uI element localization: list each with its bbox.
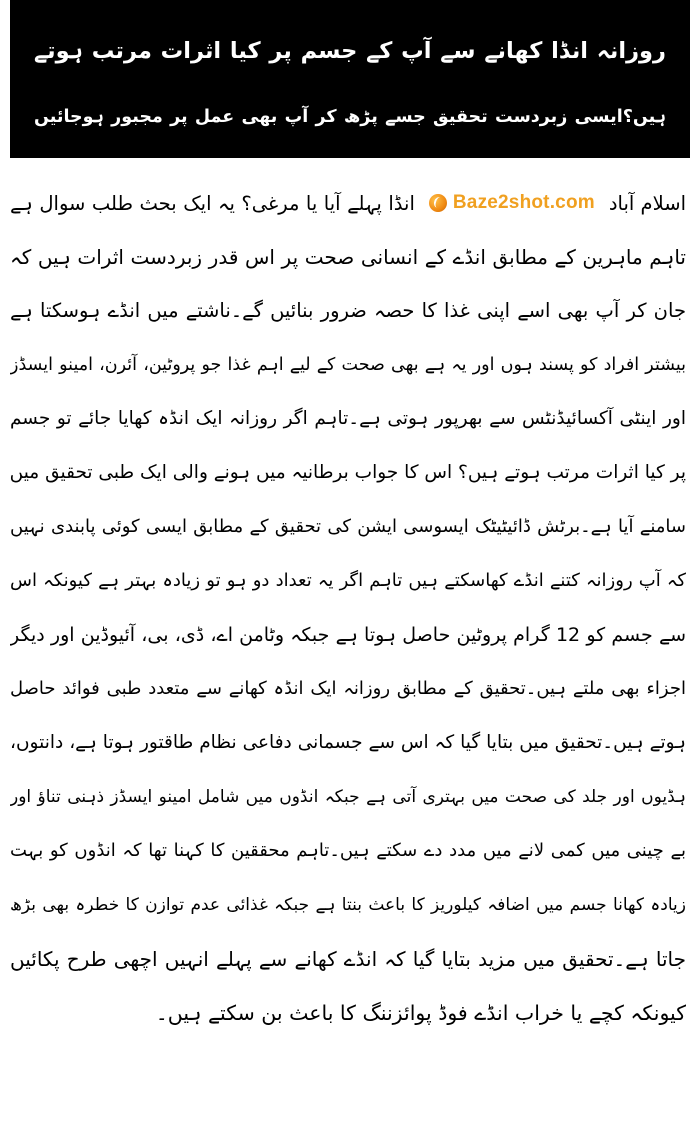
article-line: پر کیا اثرات مرتب ہوتے ہیں؟ اس کا جواب برطانیہ میں ہونے والی ایک طبی تحقیق میں: [10, 462, 686, 483]
article-line-last: کیونکہ کچے یا خراب انڈے فوڈ پوائزننگ کا باعث بن سکتے ہیں۔: [155, 1001, 686, 1025]
headline-line-1: روزانہ انڈا کھانے سے آپ کے جسم پر کیا اثرات مرتب ہوتے: [34, 38, 666, 64]
article-line: سے جسم کو 12 گرام پروٹین حاصل ہوتا ہے جبکہ وٹامن اے، ڈی، بی، آئیوڈین اور دیگر: [10, 624, 686, 646]
article-line: بیشتر افراد کو پسند ہوں اور یہ ہے بھی صحت کے لیے اہم غذا جو پروٹین، آئرن، امینو ایسڈز: [10, 355, 686, 375]
article-line: جان کر آپ بھی اسے اپنی غذا کا حصہ ضرور بنائیں گے۔ناشتے میں انڈے ہوسکتا ہے: [10, 299, 686, 322]
article-line: سامنے آیا ہے۔برٹش ڈائیٹیٹک ایسوسی ایشن کی تحقیق کے مطابق ایسی کوئی پابندی نہیں: [10, 516, 686, 537]
headline-banner: [10, 0, 690, 158]
article-line: تاہم ماہرین کے مطابق انڈے کے انسانی صحت پر اس قدر زبردست اثرات ہیں کہ: [10, 245, 686, 269]
dateline: اسلام آباد: [608, 191, 686, 215]
article-line-0: انڈا پہلے آیا یا مرغی؟ یہ ایک بحث طلب سوال ہے: [10, 191, 415, 215]
article-line: ہڈیوں اور جلد کی صحت میں بہتری آتی ہے جبکہ انڈوں میں شامل امینو ایسڈز ذہنی تناؤ اور: [10, 787, 686, 807]
article-line: ہوتے ہیں۔تحقیق میں بتایا گیا کہ اس سے جسمانی دفاعی نظام طاقتور ہوتا ہے، دانتوں،: [10, 732, 686, 753]
article-body: [10, 176, 686, 1040]
watermark-text: Baze2shot.com: [452, 192, 595, 213]
headline-line-2: ہیں؟ایسی زبردست تحقیق جسے پڑھ کر آپ بھی عمل پر مجبور ہوجائیں: [34, 107, 666, 127]
article-line: بے چینی میں کمی لانے میں مدد دے سکتے ہیں۔تاہم محققین کا کہنا تھا کہ انڈوں کو بہت: [10, 840, 686, 861]
article-first-line: [10, 176, 686, 230]
orange-globe-logo-icon: [429, 194, 447, 212]
article-line: اور اینٹی آکسائیڈنٹس سے بھرپور ہوتی ہے۔تاہم اگر روزانہ ایک انڈہ کھایا جائے تو جسم: [10, 408, 686, 429]
article-line: اجزاء بھی ملتے ہیں۔تحقیق کے مطابق روزانہ ایک انڈہ کھانے سے متعدد طبی فوائد حاصل: [10, 678, 686, 699]
site-watermark: [429, 192, 595, 214]
article-line: کہ آپ روزانہ کتنے انڈے کھاسکتے ہیں تاہم اگر یہ تعداد دو ہو تو زیادہ بہتر ہے کیونکہ اس: [10, 570, 686, 591]
article-line: زیادہ کھانا جسم میں اضافہ کیلوریز کا باعث بنتا ہے جبکہ غذائی عدم توازن کا خطرہ بھی بڑھ: [10, 895, 686, 915]
article-line: جاتا ہے۔تحقیق میں مزید بتایا گیا کہ انڈے کھانے سے پہلے انہیں اچھی طرح پکائیں: [10, 947, 686, 971]
